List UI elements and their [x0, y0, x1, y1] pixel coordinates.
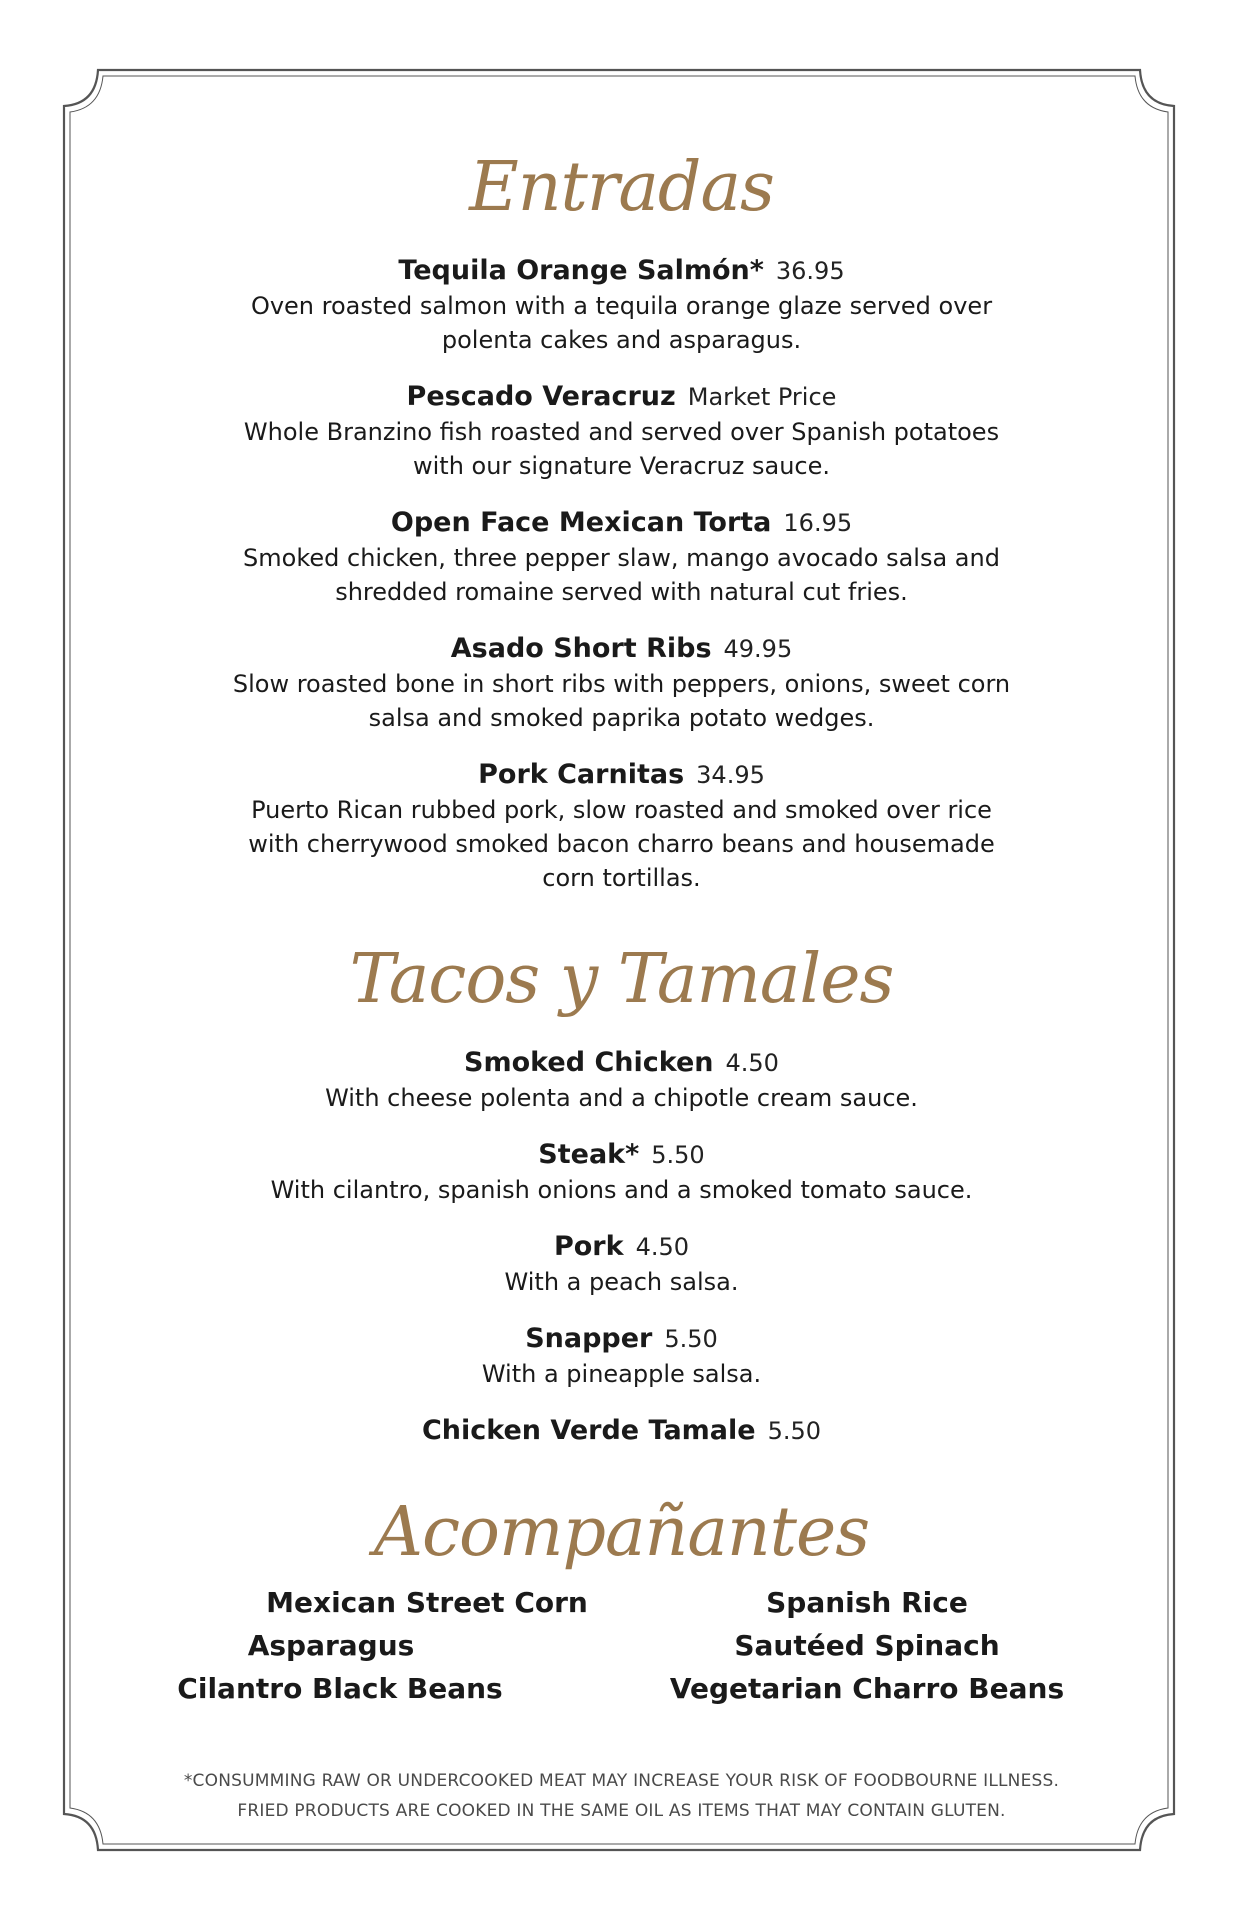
item-price: 5.50: [664, 1325, 718, 1353]
item-description-line: Smoked chicken, three pepper slaw, mango avocado salsa and: [243, 544, 1000, 572]
item-price: 4.50: [635, 1233, 690, 1261]
menu-item: [140, 253, 1103, 357]
item-name: Tequila Orange Salmón*: [398, 255, 764, 286]
side-item: Mexican Street Corn: [266, 1586, 588, 1619]
item-description-line: With cilantro, spanish onions and a smoked tomato sauce.: [270, 1176, 973, 1204]
menu-item: [140, 505, 1103, 609]
item-description-line: Whole Branzino fish roasted and served over Spanish potatoes: [243, 418, 1000, 446]
side-item: Vegetarian Charro Beans: [669, 1672, 1065, 1705]
menu-item: [140, 1321, 1103, 1391]
item-price: 34.95: [696, 761, 765, 789]
menu-item: [140, 1229, 1103, 1299]
footnote-line: FRIED PRODUCTS ARE COOKED IN THE SAME OIL AS ITEMS THAT MAY CONTAIN GLUTEN.: [237, 1801, 1006, 1821]
item-description-line: corn tortillas.: [542, 864, 701, 892]
item-name: Open Face Mexican Torta: [390, 507, 772, 538]
item-description-line: shredded romaine served with natural cut fries.: [335, 578, 908, 606]
item-price: 4.50: [725, 1049, 779, 1077]
side-item: Spanish Rice: [766, 1586, 968, 1619]
menu-item: [140, 1045, 1103, 1115]
menu-item: [140, 757, 1103, 895]
side-item: Cilantro Black Beans: [177, 1672, 503, 1705]
item-name: Pork: [553, 1231, 624, 1262]
item-price: 36.95: [775, 257, 845, 285]
item-price: 5.50: [651, 1141, 705, 1169]
item-name: Steak*: [538, 1139, 640, 1170]
item-description-line: with our signature Veracruz sauce.: [412, 452, 831, 480]
menu-item: [140, 631, 1103, 735]
item-description-line: Oven roasted salmon with a tequila orange glaze served over: [250, 292, 993, 320]
menu-item: [140, 1413, 1103, 1449]
item-name: Pork Carnitas: [478, 759, 685, 790]
section-title-tacos: Tacos y Tamales: [349, 940, 894, 1019]
menu-item: [140, 1137, 1103, 1207]
item-name: Asado Short Ribs: [450, 633, 712, 664]
menu-item: [140, 379, 1103, 483]
item-description-line: Puerto Rican rubbed pork, slow roasted and smoked over rice: [251, 796, 992, 824]
item-price: 49.95: [723, 635, 793, 663]
item-description-line: With cheese polenta and a chipotle cream sauce.: [325, 1084, 918, 1112]
item-price: Market Price: [687, 383, 837, 411]
side-item: Sautéed Spinach: [734, 1629, 1000, 1662]
footnote-line: *CONSUMMING RAW OR UNDERCOOKED MEAT MAY INCREASE YOUR RISK OF FOODBOURNE ILLNESS.: [183, 1771, 1060, 1791]
item-price: 5.50: [767, 1417, 822, 1445]
item-name: Snapper: [525, 1323, 653, 1354]
section-title-acompanantes: Acompañantes: [373, 1493, 870, 1572]
item-name: Pescado Veracruz: [406, 381, 676, 412]
item-description-line: polenta cakes and asparagus.: [441, 326, 802, 354]
item-description-line: With a pineapple salsa.: [481, 1360, 762, 1388]
item-name: Chicken Verde Tamale: [421, 1415, 756, 1446]
item-description-line: with cherrywood smoked bacon charro beans and housemade: [248, 830, 995, 858]
item-name: Smoked Chicken: [464, 1047, 714, 1078]
item-price: 16.95: [783, 509, 853, 537]
side-item: Asparagus: [247, 1629, 415, 1662]
item-description-line: Slow roasted bone in short ribs with peppers, onions, sweet corn: [232, 670, 1011, 698]
section-title-entradas: Entradas: [469, 148, 774, 227]
disclaimer-footnote: [140, 1766, 1103, 1826]
item-description-line: With a peach salsa.: [504, 1268, 739, 1296]
item-description-line: salsa and smoked paprika potato wedges.: [368, 704, 875, 732]
